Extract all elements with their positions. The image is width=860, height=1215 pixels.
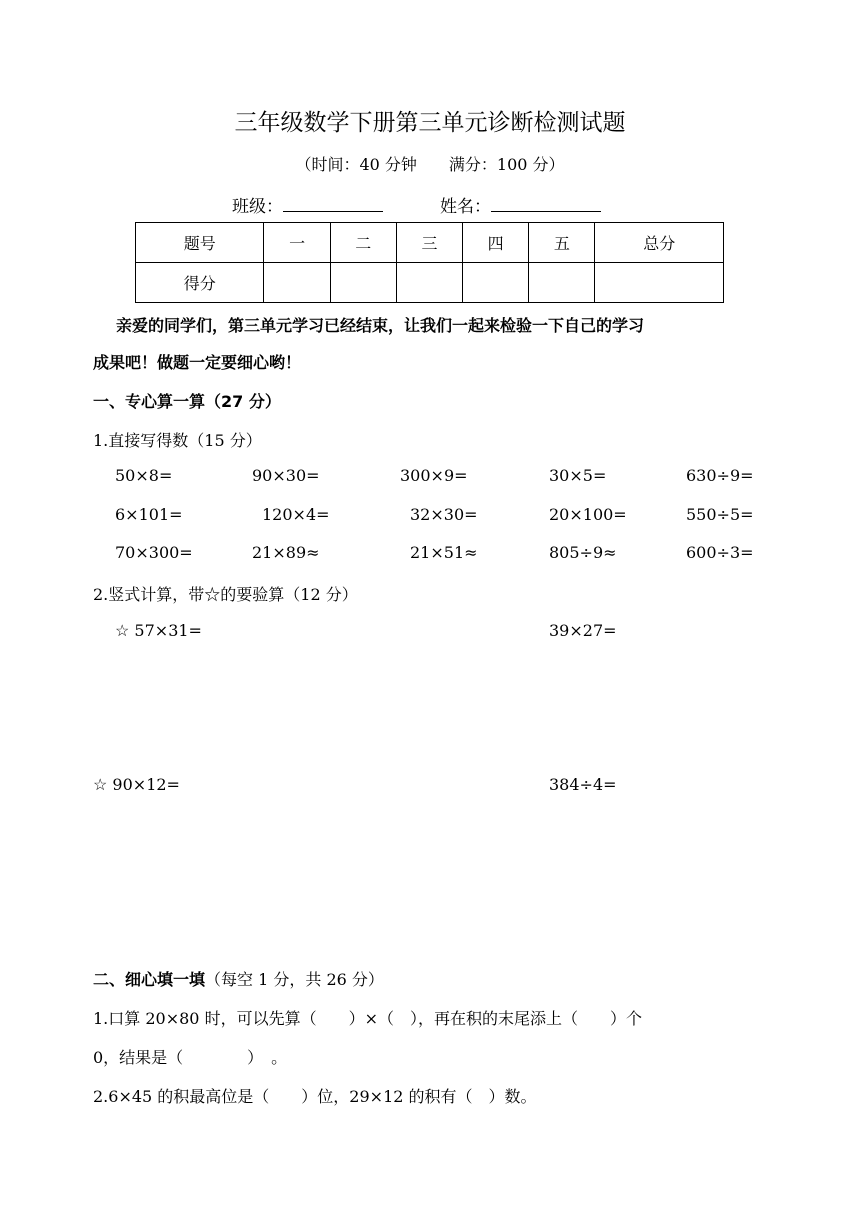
calc-item: 630÷9= <box>686 466 754 485</box>
score-cell[interactable] <box>463 263 529 303</box>
score-cell[interactable] <box>264 263 330 303</box>
vertical-calc-item: ☆ 57×31= <box>115 621 202 640</box>
score-cell[interactable] <box>396 263 462 303</box>
class-blank[interactable] <box>283 195 383 212</box>
fill-q2: 2.6×45 的积最高位是（ ）位，29×12 的积有（ ）数。 <box>93 1087 537 1106</box>
score-header-cell: 四 <box>463 223 529 263</box>
section2-heading <box>93 967 384 990</box>
exam-meta: （时间：40 分钟 满分：100 分） <box>295 155 565 174</box>
score-header-cell: 三 <box>396 223 462 263</box>
score-header-cell: 一 <box>264 223 330 263</box>
page-title: 三年级数学下册第三单元诊断检测试题 <box>234 110 626 136</box>
calc-item: 21×51≈ <box>410 543 478 562</box>
score-header-cell: 五 <box>529 223 595 263</box>
score-cell[interactable] <box>595 263 724 303</box>
name-label: 姓名： <box>440 197 491 217</box>
calc-item: 600÷3= <box>686 543 754 562</box>
calc-item: 300×9= <box>400 466 468 485</box>
vertical-calc-item: ☆ 90×12= <box>93 775 180 794</box>
fill-q1-line-2: 0，结果是（ ） 。 <box>93 1048 288 1067</box>
intro-line-1: 亲爱的同学们，第三单元学习已经结束，让我们一起来检验一下自己的学习 <box>116 316 645 335</box>
calc-item: 120×4= <box>262 505 330 524</box>
calc-item: 21×89≈ <box>252 543 320 562</box>
calc-item: 70×300= <box>115 543 193 562</box>
vertical-calc-item: 384÷4= <box>549 775 617 794</box>
section2-heading-note: （每空 1 分，共 26 分） <box>205 970 384 989</box>
score-cell[interactable] <box>529 263 595 303</box>
q2-title: 2.竖式计算，带☆的要验算（12 分） <box>93 585 358 604</box>
calc-item: 32×30= <box>410 505 478 524</box>
section2-heading-title: 二、细心填一填 <box>93 970 206 989</box>
calc-item: 90×30= <box>252 466 320 485</box>
fill-q1-line-1: 1.口算 20×80 时，可以先算（ ）×（ ），再在积的末尾添上（ ）个 <box>93 1009 642 1028</box>
q1-title: 1.直接写得数（15 分） <box>93 431 262 450</box>
score-header-cell: 题号 <box>136 223 264 263</box>
section1-heading: 一、专心算一算（27 分） <box>93 392 281 411</box>
class-label: 班级： <box>232 197 283 217</box>
score-table <box>135 222 724 303</box>
calc-item: 6×101= <box>115 505 183 524</box>
score-cell[interactable] <box>330 263 396 303</box>
class-field[interactable] <box>232 192 383 217</box>
score-table-score-row <box>136 263 724 303</box>
calc-item: 30×5= <box>549 466 607 485</box>
calc-item: 805÷9≈ <box>549 543 617 562</box>
intro-line-2: 成果吧！做题一定要细心哟！ <box>93 353 302 372</box>
name-blank[interactable] <box>491 195 601 212</box>
score-table-header-row <box>136 223 724 263</box>
score-header-cell: 总分 <box>595 223 724 263</box>
calc-item: 50×8= <box>115 466 173 485</box>
calc-item: 20×100= <box>549 505 627 524</box>
name-field[interactable] <box>440 192 601 217</box>
score-header-cell: 二 <box>330 223 396 263</box>
score-row-label: 得分 <box>136 263 264 303</box>
calc-item: 550÷5= <box>686 505 754 524</box>
vertical-calc-item: 39×27= <box>549 621 617 640</box>
